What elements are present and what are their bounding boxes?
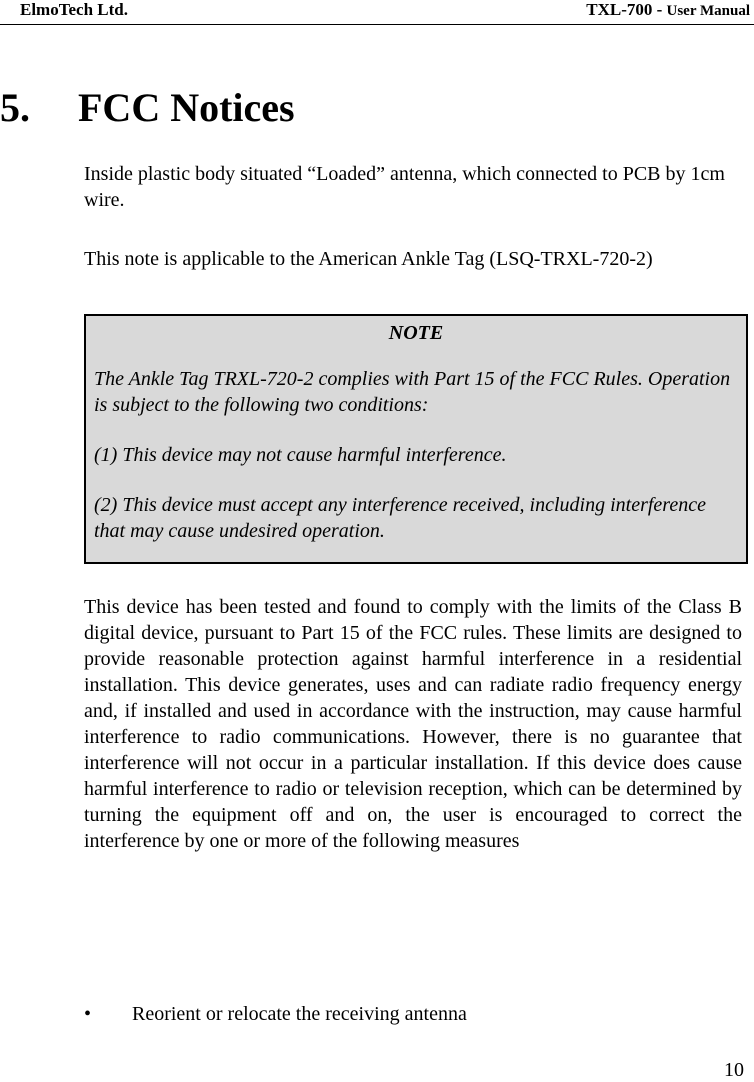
product-name: TXL-700 - bbox=[586, 0, 667, 19]
section-heading bbox=[0, 84, 295, 132]
list-item bbox=[84, 1001, 467, 1027]
bullet-icon: • bbox=[84, 1003, 92, 1025]
list-item-text: Reorient or relocate the receiving antenna bbox=[132, 1003, 467, 1025]
note-box bbox=[84, 314, 748, 564]
section-number: 5. bbox=[0, 85, 30, 130]
document-title bbox=[586, 0, 750, 21]
antenna-paragraph: Inside plastic body situated “Loaded” antenna, which connected to PCB by 1cm wire. bbox=[84, 163, 725, 211]
applicability-paragraph: This note is applicable to the American Ankle Tag (LSQ-TRXL-720-2) bbox=[84, 248, 653, 270]
fcc-body-paragraph: This device has been tested and found to comply with the limits of the Class B digital device, pursuant to Part 15 of the FCC rules. These limits are designed to provide reasonable protection against harmful interference in a residential installation. This device generates, uses and can radiate radio frequency energy and, if installed and used in accordance with the instruction, may cause harmful interference to radio communications. However, there is no guarantee that interference will not occur in a particular installation. If this device does cause harmful interference to radio or television reception, which can be determined by turning the equipment off and on, the user is encouraged to correct the interference by one or more of the following measures bbox=[84, 596, 742, 852]
note-compliance-text: The Ankle Tag TRXL-720-2 complies with Part 15 of the FCC Rules. Operation is subject to the following two conditions: bbox=[94, 368, 731, 416]
company-name: ElmoTech Ltd. bbox=[20, 0, 129, 19]
section-title: FCC Notices bbox=[78, 85, 295, 130]
note-condition-2: (2) This device must accept any interference received, including interference that may cause undesired operation. bbox=[94, 494, 706, 542]
manual-label: User Manual bbox=[666, 3, 750, 19]
page-header bbox=[0, 0, 754, 25]
note-condition-1: (1) This device may not cause harmful interference. bbox=[94, 444, 507, 466]
page-number: 10 bbox=[724, 1059, 744, 1081]
note-title: NOTE bbox=[388, 322, 444, 344]
